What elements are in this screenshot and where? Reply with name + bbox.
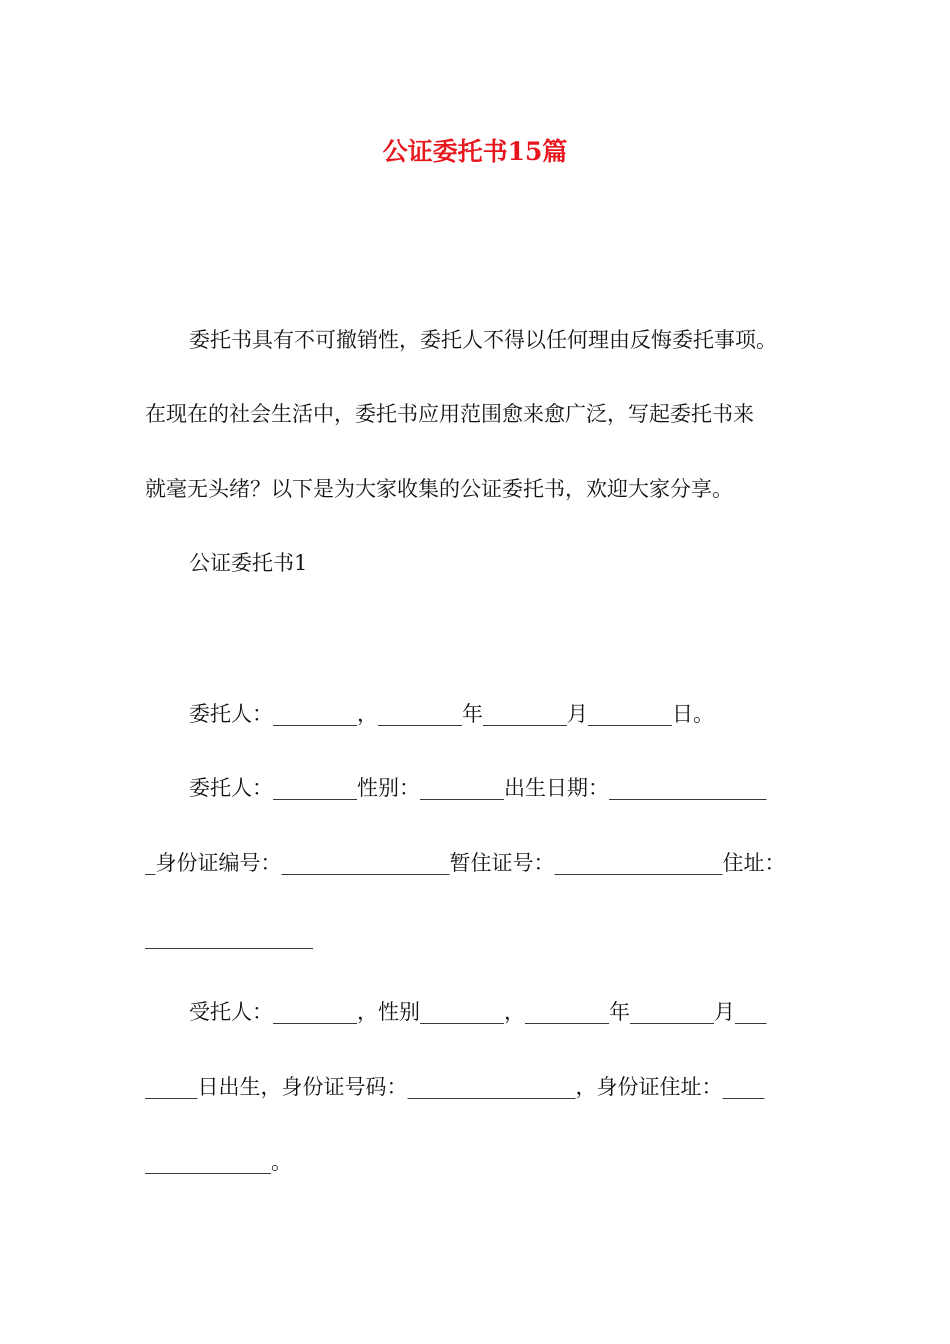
form-line-principal-address: ________________ [145, 925, 313, 949]
form-line-agent-info: 受托人：________，性别________，________年________月___ [189, 1000, 767, 1024]
section-heading: 公证委托书1 [189, 551, 308, 575]
form-line-principal-info: 委托人：________性别：________出生日期：_______________ [189, 776, 767, 800]
document-title: 公证委托书15篇 [382, 137, 568, 166]
intro-line-2: 在现在的社会生活中，委托书应用范围愈来愈广泛，写起委托书来 [145, 402, 754, 426]
form-line-agent-id: _____日出生，身份证号码：________________，身份证住址：____ [145, 1075, 765, 1099]
intro-line-3: 就毫无头绪？以下是为大家收集的公证委托书，欢迎大家分享。 [145, 477, 733, 501]
form-line-agent-address: ____________。 [145, 1150, 292, 1174]
form-line-principal-id: _身份证编号：________________暂住证号：________________住址： [145, 851, 786, 875]
intro-line-1: 委托书具有不可撤销性，委托人不得以任何理由反悔委托事项。 [189, 328, 777, 352]
form-line-principal-date: 委托人：________，________年________月________日。 [189, 702, 714, 726]
